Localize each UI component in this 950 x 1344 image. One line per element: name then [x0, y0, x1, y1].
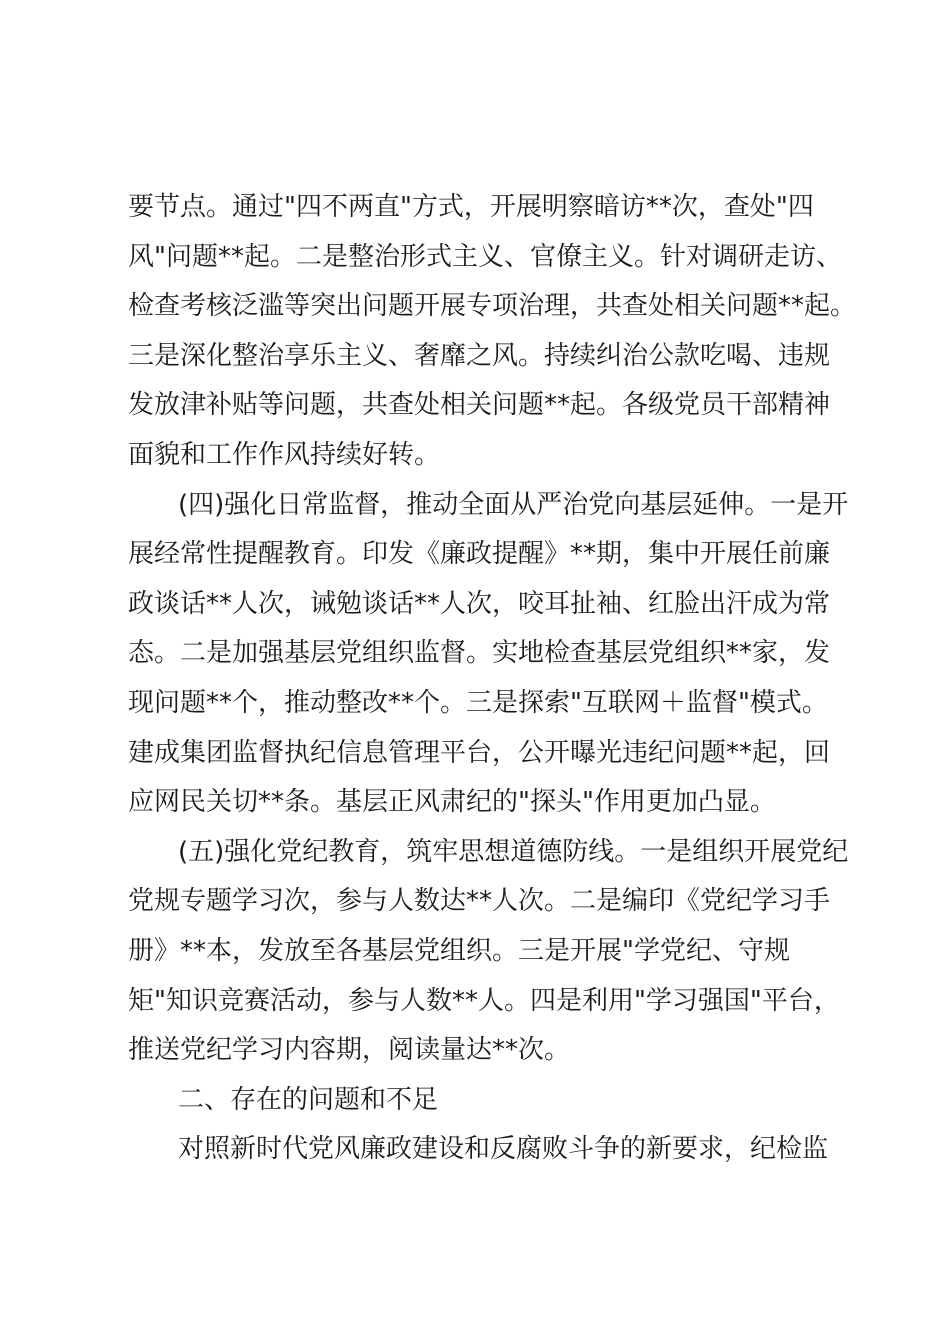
text-line: 党规专题学习次，参与人数达**人次。二是编印《党纪学习手 [128, 886, 831, 917]
text-line: 政谈话**人次，诫勉谈话**人次，咬耳扯袖、红脸出汗成为常 [128, 588, 831, 619]
document-body [128, 183, 857, 1175]
paragraph-heading-line: (四)强化日常监督，推动全面从严治党向基层延伸。一是开 [178, 489, 849, 520]
text-line: 检查考核泛滥等突出问题开展专项治理，共查处相关问题**起。 [128, 291, 857, 322]
text-line: 风"问题**起。二是整治形式主义、官僚主义。针对调研走访、 [128, 241, 842, 272]
text-line: 态。二是加强基层党组织监督。实地检查基层党组织**家，发 [128, 638, 831, 669]
text-line: 要节点。通过"四不两直"方式，开展明察暗访**次，查处"四 [128, 192, 814, 222]
text-line: 矩"知识竞赛活动，参与人数**人。四是利用"学习强国"平台， [128, 985, 840, 1016]
text-line: 建成集团监督执纪信息管理平台，公开曝光违纪问题**起，回 [128, 737, 831, 768]
text-line: 应网民关切**条。基层正风肃纪的"探头"作用更加凸显。 [128, 787, 776, 818]
paragraph-heading-line: (五)强化党纪教育，筑牢思想道德防线。一是组织开展党纪 [178, 836, 849, 867]
text-line: 展经常性提醒教育。印发《廉政提醒》**期，集中开展任前廉 [128, 539, 831, 570]
text-line: 册》**本，发放至各基层党组织。三是开展"学党纪、守规 [128, 935, 790, 966]
text-line: 发放津补贴等问题，共查处相关问题**起。各级党员干部精神 [128, 390, 831, 421]
section-heading: 二、存在的问题和不足 [178, 1084, 439, 1115]
text-line: 面貌和工作作风持续好转。 [128, 439, 441, 470]
text-line: 推送党纪学习内容期，阅读量达**次。 [128, 1035, 571, 1066]
text-line: 对照新时代党风廉政建设和反腐败斗争的新要求，纪检监 [178, 1134, 829, 1165]
text-line: 现问题**个，推动整改**个。三是探索"互联网＋监督"模式。 [128, 687, 828, 718]
text-line: 三是深化整治享乐主义、奢靡之风。持续纠治公款吃喝、违规 [128, 340, 831, 371]
